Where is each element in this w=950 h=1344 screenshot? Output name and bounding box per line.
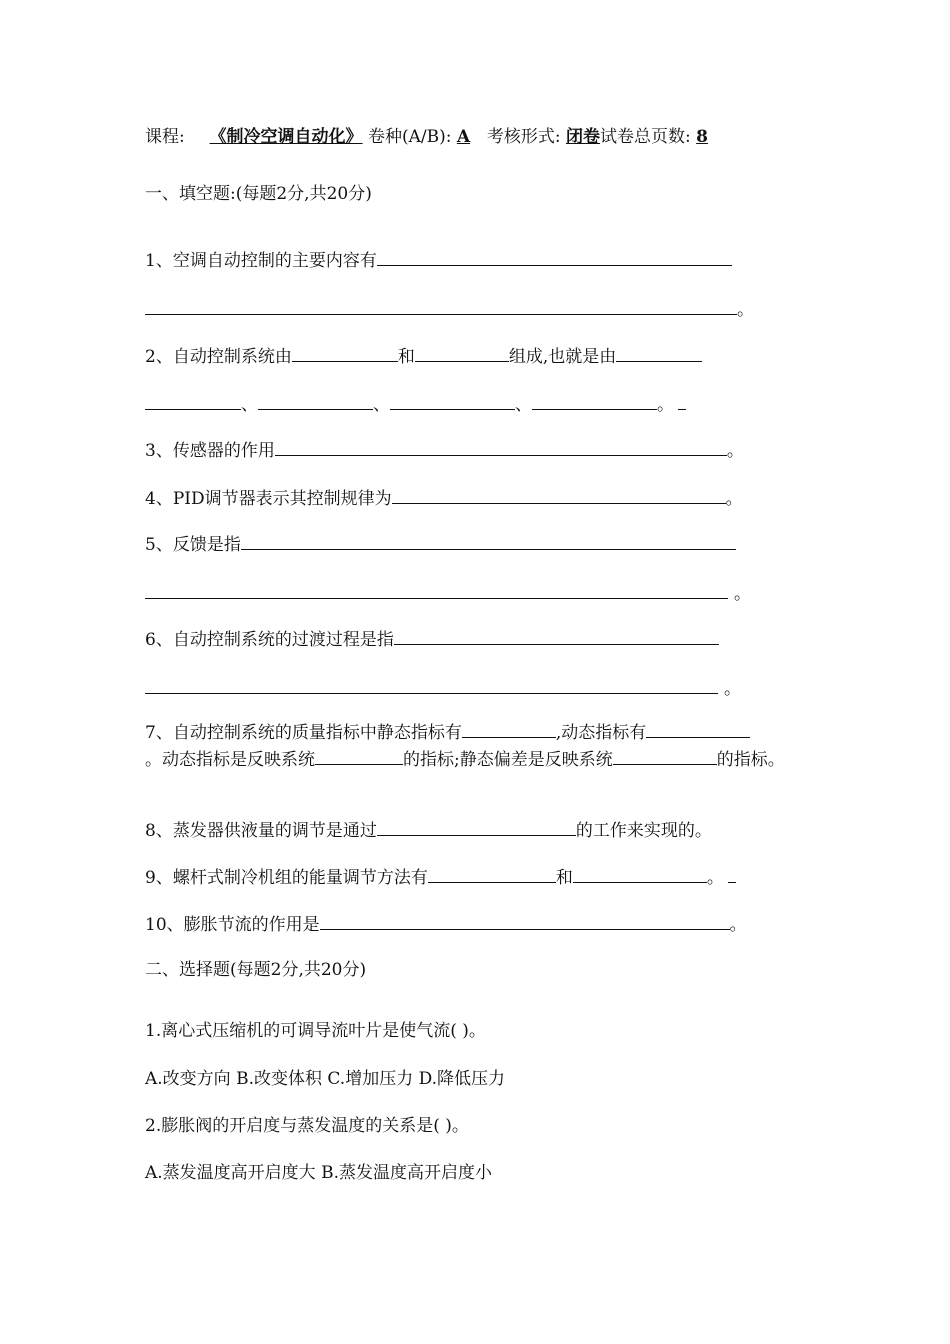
question-2-continued — [145, 391, 686, 416]
question-1 — [145, 247, 732, 272]
question-2-text-b: 和 — [397, 347, 415, 367]
period-mark: 。 — [726, 441, 744, 461]
question-8-text-b: 的工作来实现的。 — [575, 821, 712, 841]
question-8 — [145, 817, 712, 842]
answer-blank[interactable] — [377, 817, 576, 836]
separator: 、 — [241, 395, 258, 415]
paper-type-label: 卷种(A/B): — [367, 127, 452, 147]
choice-question-2-options: A.蒸发温度高开启度大 B.蒸发温度高开启度小 — [145, 1163, 492, 1183]
separator: 、 — [373, 395, 390, 415]
answer-blank[interactable] — [377, 247, 732, 266]
question-2-text-a: 2、自动控制系统由 — [145, 347, 292, 367]
question-9 — [145, 864, 736, 889]
answer-blank[interactable] — [728, 864, 736, 883]
answer-blank[interactable] — [145, 391, 241, 410]
answer-blank[interactable] — [320, 911, 730, 930]
answer-blank[interactable] — [532, 391, 657, 410]
question-2-text-c: 组成,也就是由 — [508, 347, 617, 367]
paper-type-value: A — [456, 127, 471, 147]
question-4-text: 4、PID调节器表示其控制规律为 — [145, 489, 392, 509]
question-10-text: 10、膨胀节流的作用是 — [145, 915, 320, 935]
separator: 、 — [515, 395, 532, 415]
period-mark: 。 — [724, 679, 741, 699]
exam-form-label: 考核形式: — [486, 127, 561, 147]
course-label: 课程: — [145, 127, 185, 147]
pages-label: 试卷总页数: — [600, 127, 691, 147]
question-7 — [145, 719, 810, 773]
answer-blank[interactable] — [646, 719, 750, 738]
question-6-text: 6、自动控制系统的过渡过程是指 — [145, 630, 394, 650]
question-7-text-e: 的指标。 — [716, 750, 785, 770]
answer-blank[interactable] — [462, 719, 556, 738]
answer-blank[interactable] — [241, 531, 736, 550]
answer-blank[interactable] — [394, 626, 719, 645]
question-8-text-a: 8、蒸发器供液量的调节是通过 — [145, 821, 377, 841]
period-mark: 。 — [706, 868, 724, 888]
question-5 — [145, 531, 736, 556]
question-3 — [145, 437, 744, 462]
answer-blank[interactable] — [145, 580, 728, 599]
answer-blank[interactable] — [428, 864, 556, 883]
answer-blank[interactable] — [145, 675, 718, 694]
answer-blank[interactable] — [292, 343, 398, 362]
answer-blank[interactable] — [678, 391, 686, 410]
exam-header — [145, 126, 708, 148]
exam-form-value: 闭卷 — [566, 127, 601, 147]
answer-blank[interactable] — [390, 391, 515, 410]
question-7-text-a: 7、自动控制系统的质量指标中静态指标有 — [145, 723, 462, 743]
answer-blank[interactable] — [415, 343, 509, 362]
question-3-text: 3、传感器的作用 — [145, 441, 275, 461]
answer-blank[interactable] — [145, 296, 737, 315]
answer-blank[interactable] — [613, 746, 717, 765]
period-mark: 。 — [657, 395, 674, 415]
answer-blank[interactable] — [275, 437, 727, 456]
answer-blank[interactable] — [392, 485, 726, 504]
choice-question-2: 2.膨胀阀的开启度与蒸发温度的关系是( )。 — [145, 1116, 469, 1136]
answer-blank[interactable] — [616, 343, 702, 362]
question-6-continued — [145, 675, 741, 700]
question-9-text-a: 9、螺杆式制冷机组的能量调节方法有 — [145, 868, 428, 888]
period-mark: 。 — [737, 300, 754, 320]
question-4 — [145, 485, 743, 510]
choice-question-1-options: A.改变方向 B.改变体积 C.增加压力 D.降低压力 — [145, 1069, 506, 1089]
question-7-text-c: 。动态指标是反映系统 — [145, 750, 315, 770]
course-name: 《制冷空调自动化》 — [209, 127, 363, 147]
answer-blank[interactable] — [258, 391, 373, 410]
answer-blank[interactable] — [315, 746, 403, 765]
question-1-text: 1、空调自动控制的主要内容有 — [145, 251, 377, 271]
section-1-title: 一、填空题:(每题2分,共20分) — [145, 184, 372, 204]
section-2-title: 二、选择题(每题2分,共20分) — [145, 960, 367, 980]
pages-value: 8 — [696, 127, 708, 147]
question-1-continued — [145, 296, 754, 321]
period-mark: 。 — [725, 489, 743, 509]
question-10 — [145, 911, 747, 936]
question-5-continued — [145, 580, 751, 605]
question-2 — [145, 343, 702, 368]
period-mark: 。 — [729, 915, 747, 935]
answer-blank[interactable] — [573, 864, 707, 883]
question-5-text: 5、反馈是指 — [145, 535, 241, 555]
question-7-text-b: ,动态指标有 — [555, 723, 647, 743]
period-mark: 。 — [734, 584, 751, 604]
question-9-text-b: 和 — [555, 868, 573, 888]
question-7-text-d: 的指标;静态偏差是反映系统 — [403, 750, 613, 770]
question-6 — [145, 626, 719, 651]
choice-question-1: 1.离心式压缩机的可调导流叶片是使气流( )。 — [145, 1021, 486, 1041]
